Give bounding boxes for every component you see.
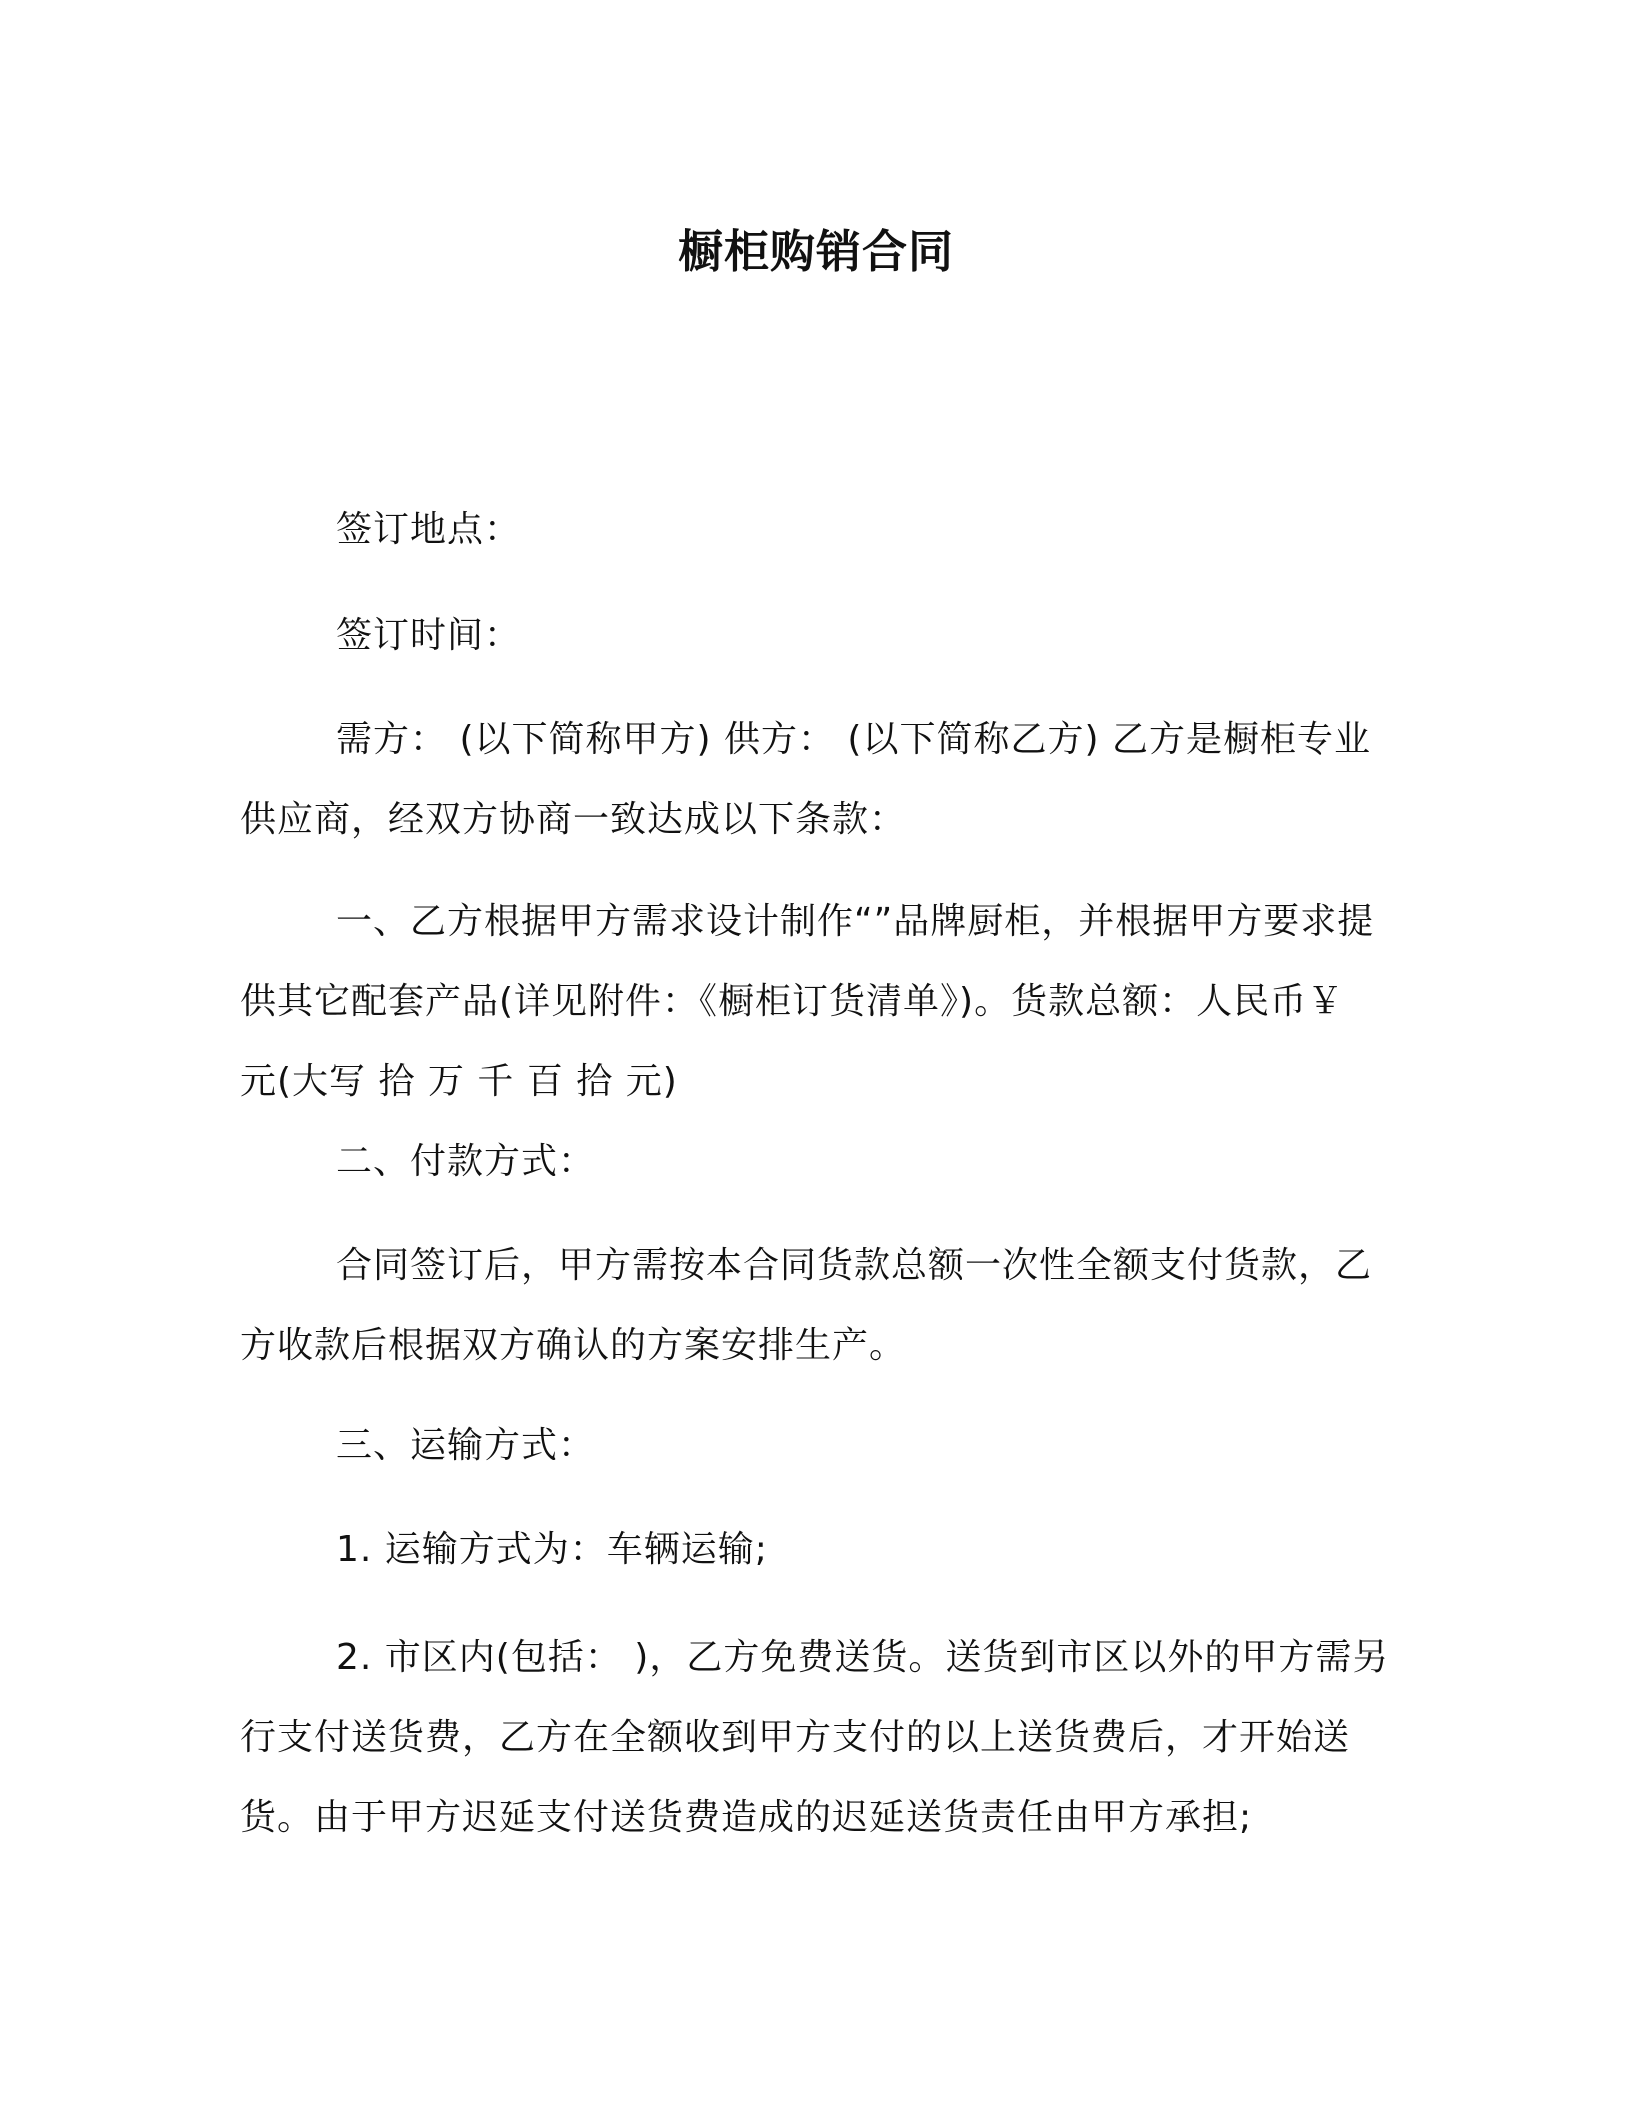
paragraph-clause-2-heading: 二、付款方式： xyxy=(336,1141,596,1182)
paragraph-parties: 需方： (以下简称甲方) 供方： (以下简称乙方) 乙方是橱柜专业供应商，经双方协商一致达成以下条款： xyxy=(240,719,1371,840)
paragraph-signing-time: 签订时间： xyxy=(336,615,522,656)
paragraph-signing-place: 签订地点： xyxy=(336,509,522,550)
paragraph-payment-terms: 合同签订后，甲方需按本合同货款总额一次性全额支付货款，乙方收款后根据双方确认的方案安排生产。 xyxy=(240,1245,1373,1366)
paragraph-transport-1: 1. 运输方式为：车辆运输; xyxy=(336,1529,768,1570)
paragraph-clause-3-heading: 三、运输方式： xyxy=(336,1425,596,1466)
paragraph-transport-2: 2. 市区内(包括： )，乙方免费送货。送货到市区以外的甲方需另行支付送货费，乙方在全额收到甲方支付的以上送货费后，才开始送货。由于甲方迟延支付送货费造成的迟延送货责任由甲方承担; xyxy=(240,1637,1390,1838)
document-title: 橱柜购销合同 xyxy=(677,225,954,278)
paragraph-clause-1: 一、乙方根据甲方需求设计制作“”品牌厨柜，并根据甲方要求提供其它配套产品(详见附件：《橱柜订货清单》)。货款总额：人民币￥ 元(大写 拾 万 千 百 拾 元) xyxy=(240,901,1375,1102)
